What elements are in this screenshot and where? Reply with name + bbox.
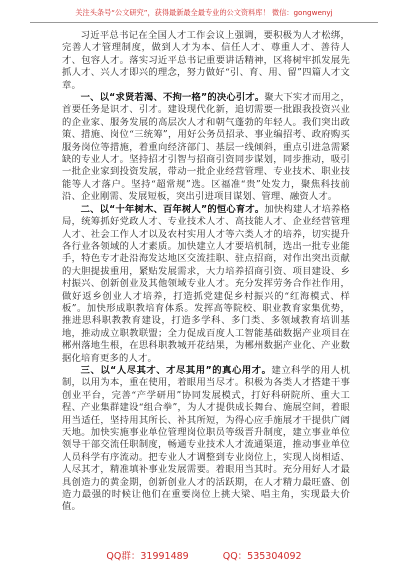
footer-qq: QQ：535304092 [222,551,302,562]
section-heading-recruit: 一、以“求贤若渴、不拘一格”的决心引才。 [80,92,265,104]
paragraph-text: 习近平总书记在全国人才工作会议上强调，要积极为人才松绑，完善人才管理制度，做到人才为本、信任人才、尊重人才、善待人才、包容人才。落实习近平总书记重要讲话精神，区将树牢抓发展先抓人才、兴人才即兴的理念，努力做好“引、育、用、留”四篇人才文章。 [62,30,350,91]
paragraph-section-2 [62,204,350,365]
section-heading-employ: 三、以“人尽其才、才尽其用”的真心用才。 [80,364,272,376]
header-divider [30,22,378,23]
paragraph-intro [62,30,350,92]
footer-contact [0,550,408,564]
footer-qq-group: QQ群：31991489 [106,551,189,562]
paragraph-section-3 [62,365,350,514]
paragraph-section-1 [62,92,350,204]
document-body [62,30,350,534]
header-banner: 关注头条号“公文研究”，获得最新最全最专业的公文资料库！ 微信：gongwenyj [75,8,333,17]
paragraph-text: 加快构建人才培养格局，统筹抓好党政人才、专业技术人才、高技能人才、企业经营管理人才、社会工作人才以及农村实用人才等六类人才的培养，切实提升各行业各领域的人才素质。加快建立人才要培机制，选出一批专业能手，特色专才赴沿海发达地区交流挂职、驻点招商，对作出突出贡献的大胆提拔重用，紧贴发展需求，大力培养招商引资、项目建设、乡村振兴、创新创业及其他领域专业人才。充分发挥劳务合作社作用，做好返乡创业人才培养，打造抓党建促乡村振兴的“红海模式、样板”。加快形成职教培育体系。发挥高等院校、职业教育家集优势，推进思科职教教育建设，打造多学科、多门类、多领域教育培训基地，推动成立职教联盟；全力促成百度人工智能基础数据产业项目在郴州落地生根，在思科职教城开花结果，为郴州数据产业化、产业数据化培育更多的人才。 [62,203,350,364]
section-heading-cultivate: 二、以“十年树木、百年树人”的恒心育才。 [80,203,265,215]
paragraph-text: 聚大下实才而用之，首要任务是识才、引才。建设现代化新，追切需要一批跟我投资兴业的企业家、服务发展的高层次人才和朝气蓬勃的年轻人。我们突出政策、措施、岗位“三统筹”，用好公务员招录、事业编招考、政府购买服务岗位等措施，着重向经济部门、基层一线倾斜，重点引进急需紧缺的专业人才。坚持招才引智与招商引资同步谋划，同步推动，吸引一批企业家到投资发展，带动一批企业经营管理、专业技术、职业技能等人才落户。坚持“超常规”选。区福准“贵”处发力，聚焦科技前沿、企业刚需、发展短板，突出引进项目谋划、管理、融资人才。 [62,92,350,203]
paragraph-text: 建立科学的用人机制，以用为本，重在使用，着眼用当尽才。积极为各类人才搭建干事创业平台，完善“产学研用”协同发展模式，打好科研院所、重大工程、产业集群建设“组合拳”，为人才提供成长舞台、施展空间，着眼用当适任，坚持用其所长、补其所短，为得心应手施展才干提供广阔天地。加快实施事业单位管理岗位职员等级晋升制度，建立事业单位领导干部交流任职制度，畅通专业技术人才流通渠道，推动事业单位人员科学有序流动。把专业人才调整到专业岗位上，实现人岗相适、人尽其才，精准填补事业发展需要。着眼用当其时。充分用好人才最具创造力的黄金期，创新创业人才的活跃期，在人才精力最旺盛、创造力最强的时候让他们在重要岗位上挑大梁、唱主角，实现最大价值。 [62,364,350,513]
